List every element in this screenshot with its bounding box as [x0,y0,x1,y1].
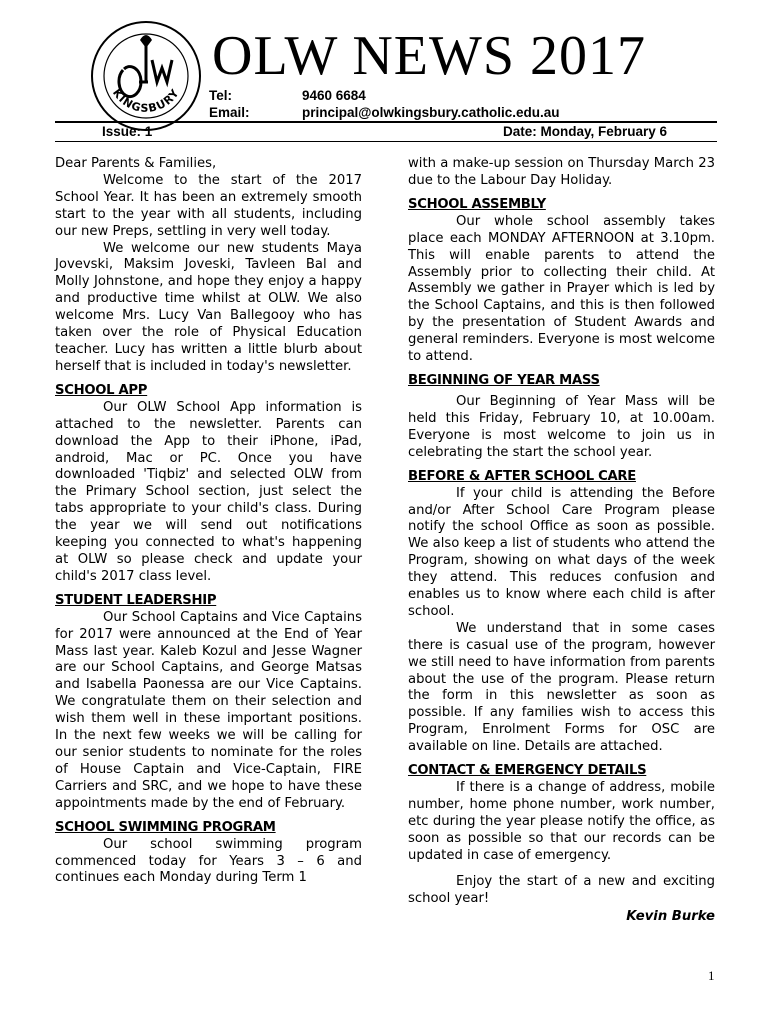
school-care-body-1: If your child is attending the Before and/or After School Care Program please notify the school Office as soon as possible. We also keep a list of students who attend the Program, showing on what days of the week they attend. This reduces confusion and enables us to know where each child is after school. [408,485,715,619]
email-label: Email: [209,105,250,120]
issue-number: Issue: 1 [102,124,153,139]
phone-row [209,87,366,104]
contact-details-heading: CONTACT & EMERGENCY DETAILS [408,763,647,779]
email-address[interactable]: principal@olwkingsbury.catholic.edu.au [302,105,560,120]
closing-message: Enjoy the start of a new and exciting school year! [408,873,715,906]
school-care-body-2: We understand that in some cases there is casual use of the program, however we still need to have information from parents about the use of the program. Please return the form in this newsletter as soon as possible. If any families wish to access this Program, Enrolment Forms for OSC are available on line. Details are attached. [408,620,715,755]
student-leadership-heading: STUDENT LEADERSHIP [55,592,217,608]
student-leadership-body: Our School Captains and Vice Captains for 2017 were announced at the End of Year Mass last year. Kaleb Kozul and Jesse Wagner are our School Captains, and George Matsas and Isabella Paonessa are our Vice Captains. We congratulate them on their selection and wish them well in these important positions. In the next few weeks we will be calling for our senior students to nominate for the roles of House Captain and Vice-Captain, FIRE Carriers and SRC, and we hope to have these appointments made by the end of February. [55,609,362,811]
school-assembly-body: Our whole school assembly takes place each MONDAY AFTERNOON at 3.10pm. This will enable parents to attend the Assembly prior to collecting their child. At Assembly we gather in Prayer which is led by the School Captains, and this is then followed by the presentation of Student Awards and general reminders. Everyone is most welcome to attend. [408,213,715,365]
right-column [408,156,715,926]
phone-label: Tel: [209,88,232,103]
email-row [209,104,559,121]
year-mass-heading: BEGINNING OF YEAR MASS [408,372,600,388]
greeting: Dear Parents & Families, [55,156,217,171]
school-app-heading: SCHOOL APP [55,382,148,398]
logo-ring-text: KINGSBURY [109,86,182,115]
school-assembly-heading: SCHOOL ASSEMBLY [408,196,546,212]
welcome-paragraph: Welcome to the start of the 2017 School Year. It has been an extremely smooth start to the year with all students, including our new Preps, settling in very well today. [55,172,362,239]
school-logo [90,20,202,132]
page-number: 1 [708,968,715,983]
phone-number: 9460 6684 [302,88,366,103]
signature: Kevin Burke [626,909,715,925]
newsletter-title: OLW NEWS 2017 [212,25,646,87]
issue-bar [55,123,717,140]
year-mass-body: Our Beginning of Year Mass will be held this Friday, February 10, at 10.00am. Everyone is most welcome to join us in celebrating the start the school year. [408,393,715,460]
issue-date: Date: Monday, February 6 [502,124,667,139]
swimming-program-continued: with a make-up session on Thursday March 23 due to the Labour Day Holiday. [408,156,715,188]
school-app-body: Our OLW School App information is attached to the newsletter. Parents can download the App to their iPhone, iPad, android, Mac or PC. Once you have downloaded 'Tiqbiz' and selected OLW from the Primary School section, just select the tabs appropriate to your child's class. During the year we will send out notifications keeping you connected to what's happening at OLW so please check and update your child's 2017 class level. [55,399,362,584]
new-students-paragraph: We welcome our new students Maya Jovevski, Maksim Joveski, Tavleen Bal and Molly Johnstone, and hope they enjoy a happy and productive time whilst at OLW. We also welcome Mrs. Lucy Van Ballegooy who has taken over the role of Physical Education teacher. Lucy has written a little blurb about herself that is included in today's newsletter. [55,240,362,374]
contact-details-body: If there is a change of address, mobile number, home phone number, work number, etc during the year please notify the office, as soon as possible so that our records can be updated in case of emergency. [408,780,715,863]
swimming-program-body: Our school swimming program commenced today for Years 3 – 6 and continues each Monday during Term 1 [55,836,362,886]
swimming-program-heading: SCHOOL SWIMMING PROGRAM [55,819,276,835]
header-rule-bottom [55,141,717,142]
school-care-heading: BEFORE & AFTER SCHOOL CARE [408,468,636,484]
left-column [55,156,362,887]
